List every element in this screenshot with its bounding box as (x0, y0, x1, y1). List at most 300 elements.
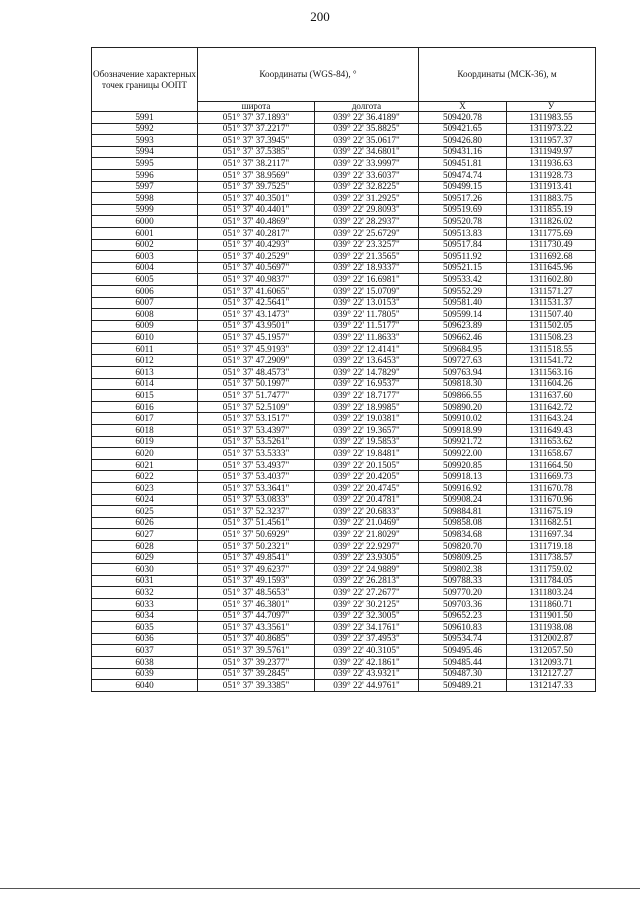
header-y: У (507, 102, 596, 112)
longitude-cell: 039° 22' 34.1761" (315, 622, 419, 634)
y-coordinate-cell: 1312127.27 (507, 668, 596, 680)
table-row (92, 471, 596, 483)
point-id-cell: 6013 (92, 367, 198, 379)
table-row (92, 645, 596, 657)
table-row (92, 598, 596, 610)
longitude-cell: 039° 22' 15.0709" (315, 285, 419, 297)
latitude-cell: 051° 37' 53.4397" (198, 425, 315, 437)
y-coordinate-cell: 1311669.73 (507, 471, 596, 483)
table-row (92, 193, 596, 205)
x-coordinate-cell: 509485.44 (419, 656, 507, 668)
x-coordinate-cell: 509426.80 (419, 135, 507, 147)
longitude-cell: 039° 22' 43.9321" (315, 668, 419, 680)
table-row (92, 448, 596, 460)
x-coordinate-cell: 509519.69 (419, 204, 507, 216)
y-coordinate-cell: 1311730.49 (507, 239, 596, 251)
table-row (92, 459, 596, 471)
x-coordinate-cell: 509884.81 (419, 506, 507, 518)
table-row (92, 158, 596, 170)
y-coordinate-cell: 1311883.75 (507, 193, 596, 205)
latitude-cell: 051° 37' 53.3641" (198, 483, 315, 495)
latitude-cell: 051° 37' 50.6929" (198, 529, 315, 541)
x-coordinate-cell: 509552.29 (419, 285, 507, 297)
latitude-cell: 051° 37' 48.5653" (198, 587, 315, 599)
table-row (92, 680, 596, 692)
longitude-cell: 039° 22' 11.8633" (315, 332, 419, 344)
longitude-cell: 039° 22' 36.4189" (315, 112, 419, 124)
point-id-cell: 5992 (92, 123, 198, 135)
x-coordinate-cell: 509652.23 (419, 610, 507, 622)
longitude-cell: 039° 22' 28.2937" (315, 216, 419, 228)
longitude-cell: 039° 22' 18.7177" (315, 390, 419, 402)
latitude-cell: 051° 37' 43.9501" (198, 320, 315, 332)
table-row (92, 297, 596, 309)
point-id-cell: 6029 (92, 552, 198, 564)
table-row (92, 564, 596, 576)
point-id-cell: 6015 (92, 390, 198, 402)
x-coordinate-cell: 509890.20 (419, 401, 507, 413)
longitude-cell: 039° 22' 40.3105" (315, 645, 419, 657)
x-coordinate-cell: 509866.55 (419, 390, 507, 402)
table-row (92, 529, 596, 541)
latitude-cell: 051° 37' 43.1473" (198, 309, 315, 321)
point-id-cell: 6009 (92, 320, 198, 332)
longitude-cell: 039° 22' 13.0153" (315, 297, 419, 309)
point-id-cell: 6004 (92, 262, 198, 274)
x-coordinate-cell: 509908.24 (419, 494, 507, 506)
latitude-cell: 051° 37' 50.2321" (198, 540, 315, 552)
latitude-cell: 051° 37' 53.5261" (198, 436, 315, 448)
table-row (92, 169, 596, 181)
x-coordinate-cell: 509623.89 (419, 320, 507, 332)
table-row (92, 483, 596, 495)
longitude-cell: 039° 22' 11.7805" (315, 309, 419, 321)
y-coordinate-cell: 1311642.72 (507, 401, 596, 413)
longitude-cell: 039° 22' 33.9997" (315, 158, 419, 170)
x-coordinate-cell: 509763.94 (419, 367, 507, 379)
x-coordinate-cell: 509513.83 (419, 227, 507, 239)
latitude-cell: 051° 37' 37.3945" (198, 135, 315, 147)
longitude-cell: 039° 22' 27.2677" (315, 587, 419, 599)
point-id-cell: 5995 (92, 158, 198, 170)
latitude-cell: 051° 37' 40.4869" (198, 216, 315, 228)
x-coordinate-cell: 509788.33 (419, 575, 507, 587)
latitude-cell: 051° 37' 39.2377" (198, 656, 315, 668)
header-x: X (419, 102, 507, 112)
x-coordinate-cell: 509521.15 (419, 262, 507, 274)
y-coordinate-cell: 1311784.05 (507, 575, 596, 587)
table-row (92, 146, 596, 158)
header-msk36: Координаты (МСК-36), м (419, 48, 596, 102)
table-row (92, 320, 596, 332)
longitude-cell: 039° 22' 21.0469" (315, 517, 419, 529)
point-id-cell: 6006 (92, 285, 198, 297)
y-coordinate-cell: 1311649.43 (507, 425, 596, 437)
longitude-cell: 039° 22' 21.8029" (315, 529, 419, 541)
table-row (92, 332, 596, 344)
y-coordinate-cell: 1311692.68 (507, 251, 596, 263)
longitude-cell: 039° 22' 13.6453" (315, 355, 419, 367)
latitude-cell: 051° 37' 50.1997" (198, 378, 315, 390)
point-id-cell: 6008 (92, 309, 198, 321)
longitude-cell: 039° 22' 32.8225" (315, 181, 419, 193)
x-coordinate-cell: 509834.68 (419, 529, 507, 541)
table-row (92, 135, 596, 147)
latitude-cell: 051° 37' 40.5697" (198, 262, 315, 274)
longitude-cell: 039° 22' 19.3657" (315, 425, 419, 437)
point-id-cell: 6039 (92, 668, 198, 680)
latitude-cell: 051° 37' 41.6065" (198, 285, 315, 297)
table-row (92, 622, 596, 634)
latitude-cell: 051° 37' 53.5333" (198, 448, 315, 460)
y-coordinate-cell: 1311508.23 (507, 332, 596, 344)
latitude-cell: 051° 37' 52.3237" (198, 506, 315, 518)
latitude-cell: 051° 37' 37.1893" (198, 112, 315, 124)
x-coordinate-cell: 509703.36 (419, 598, 507, 610)
y-coordinate-cell: 1311682.51 (507, 517, 596, 529)
x-coordinate-cell: 509922.00 (419, 448, 507, 460)
x-coordinate-cell: 509533.42 (419, 274, 507, 286)
y-coordinate-cell: 1311502.05 (507, 320, 596, 332)
table-row (92, 251, 596, 263)
point-id-cell: 6018 (92, 425, 198, 437)
latitude-cell: 051° 37' 39.5761" (198, 645, 315, 657)
x-coordinate-cell: 509534.74 (419, 633, 507, 645)
x-coordinate-cell: 509489.21 (419, 680, 507, 692)
y-coordinate-cell: 1311602.80 (507, 274, 596, 286)
y-coordinate-cell: 1311860.71 (507, 598, 596, 610)
longitude-cell: 039° 22' 19.5853" (315, 436, 419, 448)
longitude-cell: 039° 22' 12.4141" (315, 343, 419, 355)
point-id-cell: 5991 (92, 112, 198, 124)
table-row (92, 112, 596, 124)
table-row (92, 401, 596, 413)
longitude-cell: 039° 22' 29.8093" (315, 204, 419, 216)
table-row (92, 239, 596, 251)
point-id-cell: 6017 (92, 413, 198, 425)
longitude-cell: 039° 22' 19.0381" (315, 413, 419, 425)
y-coordinate-cell: 1311675.19 (507, 506, 596, 518)
x-coordinate-cell: 509421.65 (419, 123, 507, 135)
y-coordinate-cell: 1311645.96 (507, 262, 596, 274)
longitude-cell: 039° 22' 44.9761" (315, 680, 419, 692)
latitude-cell: 051° 37' 53.1517" (198, 413, 315, 425)
x-coordinate-cell: 509802.38 (419, 564, 507, 576)
point-id-cell: 6040 (92, 680, 198, 692)
latitude-cell: 051° 37' 40.4293" (198, 239, 315, 251)
latitude-cell: 051° 37' 37.2217" (198, 123, 315, 135)
point-id-cell: 5998 (92, 193, 198, 205)
header-latitude: широта (198, 102, 315, 112)
x-coordinate-cell: 509918.13 (419, 471, 507, 483)
table-row (92, 309, 596, 321)
y-coordinate-cell: 1311658.67 (507, 448, 596, 460)
y-coordinate-cell: 1311826.02 (507, 216, 596, 228)
table-row (92, 506, 596, 518)
y-coordinate-cell: 1312093.71 (507, 656, 596, 668)
latitude-cell: 051° 37' 40.2529" (198, 251, 315, 263)
point-id-cell: 6022 (92, 471, 198, 483)
y-coordinate-cell: 1311697.34 (507, 529, 596, 541)
latitude-cell: 051° 37' 40.3501" (198, 193, 315, 205)
point-id-cell: 6023 (92, 483, 198, 495)
x-coordinate-cell: 509581.40 (419, 297, 507, 309)
point-id-cell: 6030 (92, 564, 198, 576)
x-coordinate-cell: 509918.99 (419, 425, 507, 437)
x-coordinate-cell: 509916.92 (419, 483, 507, 495)
y-coordinate-cell: 1311973.22 (507, 123, 596, 135)
x-coordinate-cell: 509474.74 (419, 169, 507, 181)
latitude-cell: 051° 37' 44.7097" (198, 610, 315, 622)
point-id-cell: 6020 (92, 448, 198, 460)
point-id-cell: 6038 (92, 656, 198, 668)
x-coordinate-cell: 509910.02 (419, 413, 507, 425)
point-id-cell: 6011 (92, 343, 198, 355)
header-points: Обозначение характерных точек границы ООПТ (92, 48, 198, 112)
y-coordinate-cell: 1311653.62 (507, 436, 596, 448)
y-coordinate-cell: 1311637.60 (507, 390, 596, 402)
point-id-cell: 6001 (92, 227, 198, 239)
latitude-cell: 051° 37' 39.2845" (198, 668, 315, 680)
y-coordinate-cell: 1311563.16 (507, 367, 596, 379)
longitude-cell: 039° 22' 23.3257" (315, 239, 419, 251)
table-row (92, 575, 596, 587)
point-id-cell: 6031 (92, 575, 198, 587)
point-id-cell: 6003 (92, 251, 198, 263)
longitude-cell: 039° 22' 25.6729" (315, 227, 419, 239)
y-coordinate-cell: 1311936.63 (507, 158, 596, 170)
y-coordinate-cell: 1311670.78 (507, 483, 596, 495)
x-coordinate-cell: 509818.30 (419, 378, 507, 390)
point-id-cell: 6002 (92, 239, 198, 251)
longitude-cell: 039° 22' 14.7829" (315, 367, 419, 379)
point-id-cell: 6026 (92, 517, 198, 529)
latitude-cell: 051° 37' 45.9193" (198, 343, 315, 355)
x-coordinate-cell: 509809.25 (419, 552, 507, 564)
longitude-cell: 039° 22' 16.6981" (315, 274, 419, 286)
longitude-cell: 039° 22' 32.3005" (315, 610, 419, 622)
x-coordinate-cell: 509662.46 (419, 332, 507, 344)
longitude-cell: 039° 22' 37.4953" (315, 633, 419, 645)
x-coordinate-cell: 509431.16 (419, 146, 507, 158)
latitude-cell: 051° 37' 40.9837" (198, 274, 315, 286)
longitude-cell: 039° 22' 18.9337" (315, 262, 419, 274)
latitude-cell: 051° 37' 37.5385" (198, 146, 315, 158)
longitude-cell: 039° 22' 42.1861" (315, 656, 419, 668)
table-row (92, 390, 596, 402)
y-coordinate-cell: 1311571.27 (507, 285, 596, 297)
coordinates-table (91, 47, 596, 692)
bottom-divider (0, 888, 640, 889)
longitude-cell: 039° 22' 24.9889" (315, 564, 419, 576)
table-row (92, 610, 596, 622)
y-coordinate-cell: 1311855.19 (507, 204, 596, 216)
table-row (92, 413, 596, 425)
y-coordinate-cell: 1311604.26 (507, 378, 596, 390)
longitude-cell: 039° 22' 26.2813" (315, 575, 419, 587)
longitude-cell: 039° 22' 11.5177" (315, 320, 419, 332)
point-id-cell: 5994 (92, 146, 198, 158)
longitude-cell: 039° 22' 20.4205" (315, 471, 419, 483)
latitude-cell: 051° 37' 40.2817" (198, 227, 315, 239)
point-id-cell: 6019 (92, 436, 198, 448)
y-coordinate-cell: 1312057.50 (507, 645, 596, 657)
table-row (92, 181, 596, 193)
point-id-cell: 5996 (92, 169, 198, 181)
x-coordinate-cell: 509487.30 (419, 668, 507, 680)
table-row (92, 285, 596, 297)
latitude-cell: 051° 37' 46.3801" (198, 598, 315, 610)
point-id-cell: 6010 (92, 332, 198, 344)
table-row (92, 204, 596, 216)
longitude-cell: 039° 22' 30.2125" (315, 598, 419, 610)
table-row (92, 656, 596, 668)
point-id-cell: 6032 (92, 587, 198, 599)
latitude-cell: 051° 37' 53.4937" (198, 459, 315, 471)
longitude-cell: 039° 22' 20.1505" (315, 459, 419, 471)
table-body (92, 112, 596, 692)
latitude-cell: 051° 37' 53.0833" (198, 494, 315, 506)
latitude-cell: 051° 37' 38.9569" (198, 169, 315, 181)
point-id-cell: 6014 (92, 378, 198, 390)
y-coordinate-cell: 1311541.72 (507, 355, 596, 367)
x-coordinate-cell: 509610.83 (419, 622, 507, 634)
table-row (92, 587, 596, 599)
point-id-cell: 6037 (92, 645, 198, 657)
y-coordinate-cell: 1311949.97 (507, 146, 596, 158)
y-coordinate-cell: 1311957.37 (507, 135, 596, 147)
point-id-cell: 6005 (92, 274, 198, 286)
y-coordinate-cell: 1311759.02 (507, 564, 596, 576)
table-row (92, 494, 596, 506)
x-coordinate-cell: 509920.85 (419, 459, 507, 471)
point-id-cell: 6012 (92, 355, 198, 367)
x-coordinate-cell: 509520.78 (419, 216, 507, 228)
x-coordinate-cell: 509517.26 (419, 193, 507, 205)
point-id-cell: 6027 (92, 529, 198, 541)
y-coordinate-cell: 1311670.96 (507, 494, 596, 506)
table-row (92, 425, 596, 437)
y-coordinate-cell: 1311719.18 (507, 540, 596, 552)
longitude-cell: 039° 22' 18.9985" (315, 401, 419, 413)
point-id-cell: 6025 (92, 506, 198, 518)
latitude-cell: 051° 37' 39.7525" (198, 181, 315, 193)
longitude-cell: 039° 22' 20.4745" (315, 483, 419, 495)
y-coordinate-cell: 1311775.69 (507, 227, 596, 239)
latitude-cell: 051° 37' 47.2909" (198, 355, 315, 367)
table-row (92, 668, 596, 680)
longitude-cell: 039° 22' 20.4781" (315, 494, 419, 506)
table-row (92, 633, 596, 645)
y-coordinate-cell: 1311938.08 (507, 622, 596, 634)
table-row (92, 355, 596, 367)
page-number: 200 (310, 9, 330, 24)
point-id-cell: 6035 (92, 622, 198, 634)
table-row (92, 216, 596, 228)
point-id-cell: 6021 (92, 459, 198, 471)
y-coordinate-cell: 1311983.55 (507, 112, 596, 124)
x-coordinate-cell: 509495.46 (419, 645, 507, 657)
point-id-cell: 5997 (92, 181, 198, 193)
y-coordinate-cell: 1311738.57 (507, 552, 596, 564)
latitude-cell: 051° 37' 40.4401" (198, 204, 315, 216)
latitude-cell: 051° 37' 45.1957" (198, 332, 315, 344)
x-coordinate-cell: 509511.92 (419, 251, 507, 263)
longitude-cell: 039° 22' 21.3565" (315, 251, 419, 263)
x-coordinate-cell: 509770.20 (419, 587, 507, 599)
longitude-cell: 039° 22' 34.6801" (315, 146, 419, 158)
table-row (92, 378, 596, 390)
latitude-cell: 051° 37' 42.5641" (198, 297, 315, 309)
table-row (92, 274, 596, 286)
longitude-cell: 039° 22' 23.9305" (315, 552, 419, 564)
latitude-cell: 051° 37' 53.4037" (198, 471, 315, 483)
latitude-cell: 051° 37' 51.7477" (198, 390, 315, 402)
table-row (92, 552, 596, 564)
latitude-cell: 051° 37' 51.4561" (198, 517, 315, 529)
y-coordinate-cell: 1311518.55 (507, 343, 596, 355)
table-row (92, 367, 596, 379)
longitude-cell: 039° 22' 35.0617" (315, 135, 419, 147)
x-coordinate-cell: 509599.14 (419, 309, 507, 321)
y-coordinate-cell: 1311901.50 (507, 610, 596, 622)
x-coordinate-cell: 509420.78 (419, 112, 507, 124)
table-row (92, 436, 596, 448)
x-coordinate-cell: 509684.95 (419, 343, 507, 355)
point-id-cell: 6016 (92, 401, 198, 413)
point-id-cell: 6007 (92, 297, 198, 309)
y-coordinate-cell: 1311664.50 (507, 459, 596, 471)
y-coordinate-cell: 1311507.40 (507, 309, 596, 321)
latitude-cell: 051° 37' 40.8685" (198, 633, 315, 645)
table-row (92, 517, 596, 529)
x-coordinate-cell: 509727.63 (419, 355, 507, 367)
longitude-cell: 039° 22' 20.6833" (315, 506, 419, 518)
latitude-cell: 051° 37' 43.3561" (198, 622, 315, 634)
latitude-cell: 051° 37' 39.3385" (198, 680, 315, 692)
longitude-cell: 039° 22' 19.8481" (315, 448, 419, 460)
y-coordinate-cell: 1311643.24 (507, 413, 596, 425)
point-id-cell: 6034 (92, 610, 198, 622)
point-id-cell: 6028 (92, 540, 198, 552)
header-longitude: долгота (315, 102, 419, 112)
table-row (92, 227, 596, 239)
y-coordinate-cell: 1311913.41 (507, 181, 596, 193)
point-id-cell: 6036 (92, 633, 198, 645)
table-row (92, 343, 596, 355)
x-coordinate-cell: 509820.70 (419, 540, 507, 552)
point-id-cell: 5993 (92, 135, 198, 147)
latitude-cell: 051° 37' 48.4573" (198, 367, 315, 379)
longitude-cell: 039° 22' 33.6037" (315, 169, 419, 181)
point-id-cell: 6000 (92, 216, 198, 228)
y-coordinate-cell: 1311803.24 (507, 587, 596, 599)
x-coordinate-cell: 509517.84 (419, 239, 507, 251)
point-id-cell: 5999 (92, 204, 198, 216)
latitude-cell: 051° 37' 52.5109" (198, 401, 315, 413)
table-row (92, 540, 596, 552)
y-coordinate-cell: 1312002.87 (507, 633, 596, 645)
x-coordinate-cell: 509921.72 (419, 436, 507, 448)
table-row (92, 123, 596, 135)
table-row (92, 262, 596, 274)
latitude-cell: 051° 37' 49.6237" (198, 564, 315, 576)
point-id-cell: 6024 (92, 494, 198, 506)
longitude-cell: 039° 22' 16.9537" (315, 378, 419, 390)
y-coordinate-cell: 1312147.33 (507, 680, 596, 692)
point-id-cell: 6033 (92, 598, 198, 610)
header-wgs84: Координаты (WGS-84), ° (198, 48, 419, 102)
